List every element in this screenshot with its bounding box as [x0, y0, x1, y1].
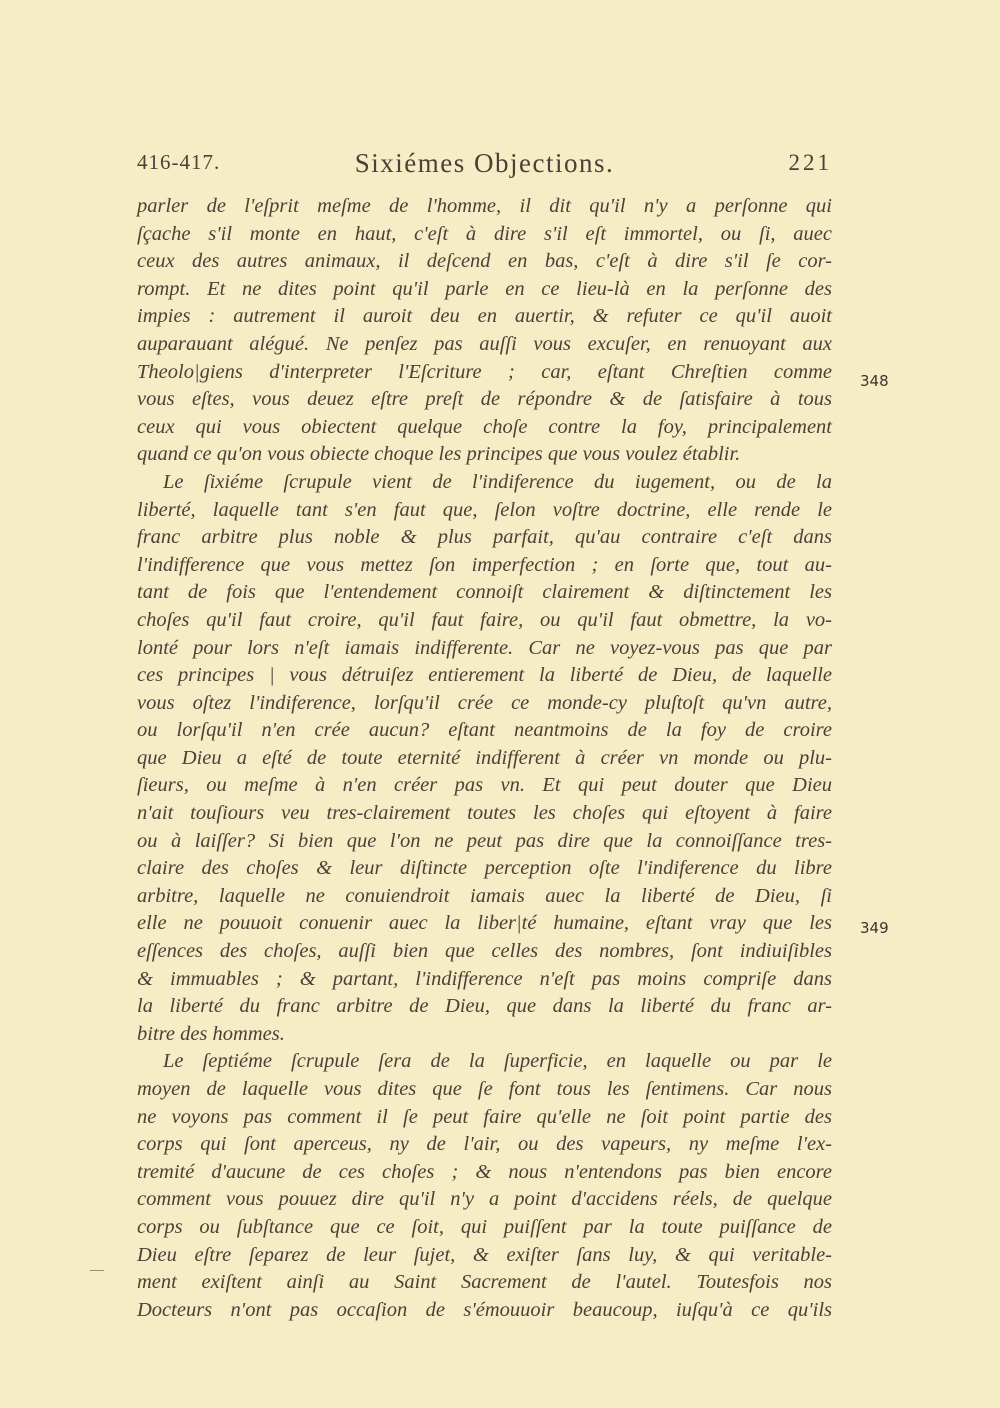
text-line: ment exiſtent ainſi au Saint Sacrement de l'autel. Toutesfois nos — [137, 1271, 832, 1294]
running-header — [137, 148, 832, 182]
text-line: auparauant alégué. Ne penſez pas auſſi vous excuſer, en renuoyant aux — [137, 332, 832, 355]
text-line: la liberté du franc arbitre de Dieu, que dans la liberté du franc ar- — [137, 995, 832, 1018]
text-line: lonté pour lors n'eſt iamais indifferente. Car ne voyez-vous pas que par — [137, 636, 832, 659]
text-line: ſçache s'il monte en haut, c'eſt à dire s'il eſt immortel, ou ſi, auec — [137, 222, 832, 245]
text-line: comment vous pouuez dire qu'il n'y a point d'accidens réels, de quelque — [137, 1188, 832, 1211]
text-line: Theolo|giens d'interpreter l'Eſcriture ; car, eſtant Chreſtien comme — [137, 360, 832, 383]
page-range: 416-417. — [137, 150, 221, 174]
text-line: Le ſixiéme ſcrupule vient de l'indiference du iugement, ou de la — [163, 470, 832, 493]
margin-page-number: 349 — [860, 919, 889, 937]
text-line: parler de l'eſprit meſme de l'homme, il dit qu'il n'y a perſonne qui — [137, 195, 832, 217]
running-title: Sixiémes Objections. — [354, 148, 615, 178]
text-line: tant de fois que l'entendement connoiſt clairement & diſtinctement les — [137, 581, 832, 604]
margin-page-number: 348 — [860, 372, 889, 390]
text-line: bitre des hommes. — [137, 1022, 285, 1045]
text-line: quand ce qu'on vous obiecte choque les principes que vous voulez établir. — [137, 443, 741, 466]
text-line: eſſences des choſes, auſſi bien que celles des nombres, ſont indiuiſibles — [137, 940, 832, 963]
text-line: ne voyons pas comment il ſe peut faire qu'elle ne ſoit point partie des — [137, 1105, 832, 1128]
text-line: ceux des autres animaux, il deſcend en bas, c'eſt à dire s'il ſe cor- — [137, 250, 832, 273]
text-line: choſes qu'il faut croire, qu'il faut faire, ou qu'il faut obmettre, la vo- — [137, 608, 832, 631]
margin-mark — [90, 1270, 104, 1271]
text-line: franc arbitre plus noble & plus parfait, qu'au contraire c'eſt dans — [137, 526, 832, 549]
text-line: que Dieu a eſté de toute eternité indifferent à créer vn monde ou plu- — [137, 746, 832, 769]
text-line: & immuables ; & partant, l'indifference n'eſt pas moins compriſe dans — [137, 967, 832, 990]
text-line: elle ne pouuoit conuenir auec la liber|té humaine, eſtant vray que les — [137, 912, 832, 935]
text-line: claire des choſes & leur diſtincte perception oſte l'indiference du libre — [137, 857, 832, 880]
text-line: tremité d'aucune de ces choſes ; & nous n'entendons pas bien encore — [137, 1160, 832, 1183]
text-line: ſieurs, ou meſme à n'en créer pas vn. Et qui peut douter que Dieu — [137, 774, 832, 797]
text-line: ceux qui vous obiectent quelque choſe contre la foy, principalement — [137, 415, 832, 438]
text-line: vous oſtez l'indiference, lorſqu'il crée ce monde-cy pluſtoſt qu'vn autre, — [137, 691, 832, 714]
text-line: ces principes | vous détruiſez entierement la liberté de Dieu, de laquelle — [137, 664, 832, 687]
text-line: vous eſtes, vous deuez eſtre preſt de répondre & de ſatisfaire à tous — [137, 388, 832, 411]
text-line: rompt. Et ne dites point qu'il parle en ce lieu-là en la perſonne des — [137, 277, 832, 300]
text-line: ou à laiſſer? Si bien que l'on ne peut pas dire que la connoiſſance tres- — [137, 829, 832, 852]
text-line: corps qui ſont aperceus, ny de l'air, ou des vapeurs, ny meſme l'ex- — [137, 1133, 832, 1156]
text-line: arbitre, laquelle ne conuiendroit iamais auec la liberté de Dieu, ſi — [137, 884, 832, 907]
text-line: liberté, laquelle tant s'en faut que, ſelon voſtre doctrine, elle rende le — [137, 498, 832, 521]
text-line: Le ſeptiéme ſcrupule ſera de la ſuperficie, en laquelle ou par le — [163, 1050, 832, 1073]
text-line: l'indifference que vous mettez ſon imperfection ; en ſorte que, tout au- — [137, 553, 832, 576]
page-number: 221 — [788, 150, 832, 175]
text-line: ou lorſqu'il n'en crée aucun? eſtant neantmoins de la foy de croire — [137, 719, 832, 742]
text-line: n'ait touſiours veu tres-clairement toutes les choſes qui eſtoyent à faire — [137, 802, 832, 825]
text-line: Docteurs n'ont pas occaſion de s'émouuoir beaucoup, iuſqu'à ce qu'ils — [137, 1298, 832, 1321]
body-text — [137, 193, 832, 1324]
text-line: Dieu eſtre ſeparez de leur ſujet, & exiſter ſans luy, & qui veritable- — [137, 1243, 832, 1266]
text-line: moyen de laquelle vous dites que ſe font tous les ſentimens. Car nous — [137, 1078, 832, 1100]
text-line: corps ou ſubſtance que ce ſoit, qui puiſſent par la toute puiſſance de — [137, 1215, 832, 1238]
text-line: impies : autrement il auroit deu en auertir, & refuter ce qu'il auoit — [137, 305, 832, 328]
